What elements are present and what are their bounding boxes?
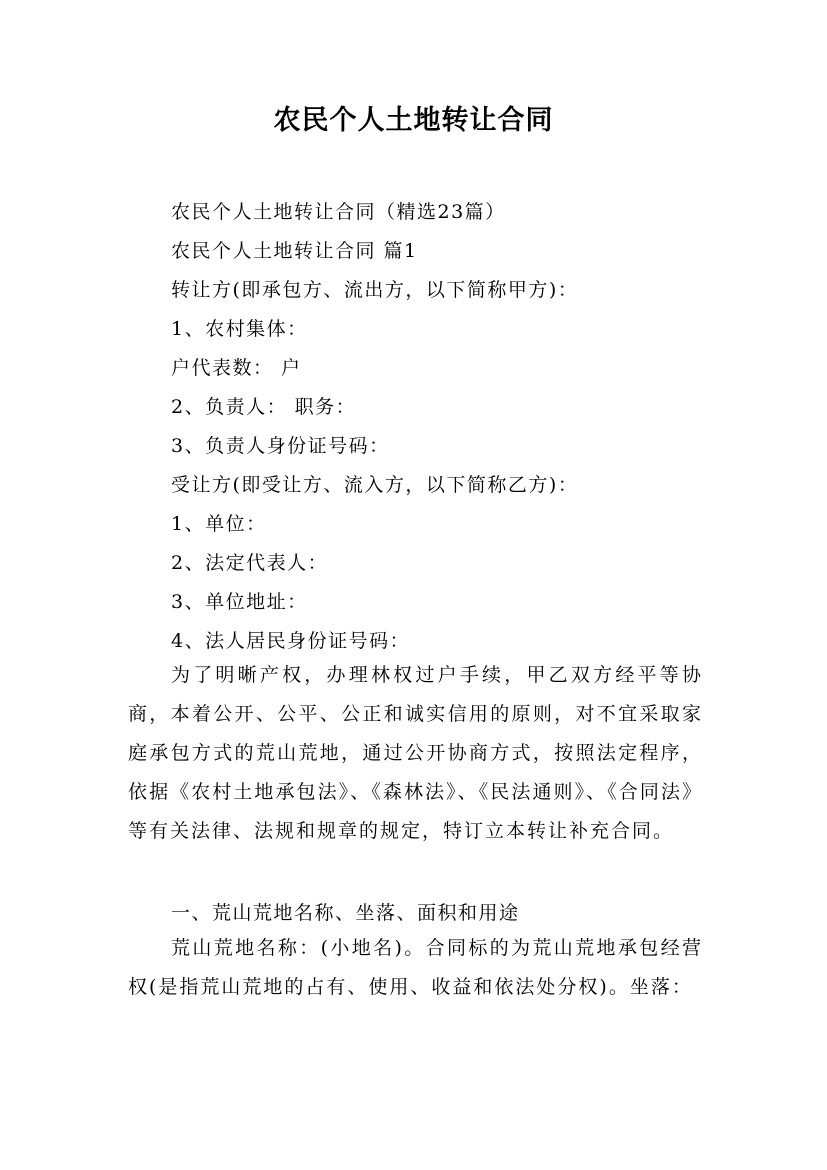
transferor-heading: 转让方(即承包方、流出方，以下简称甲方)：	[171, 279, 579, 301]
section-1-heading: 一、荒山荒地名称、坐落、面积和用途	[171, 902, 520, 924]
preamble-paragraph: 为了明晰产权，办理林权过户手续，甲乙双方经平等协商，本着公开、公平、公正和诚实信用的原则，对不宜采取家庭承包方式的荒山荒地，通过公开协商方式，按照法定程序，依据《农村土地承包法》、《森林法》、《民法通则》、《合同法》等有关法律、法规和规章的规定，特订立本转让补充合同。	[128, 664, 703, 842]
transferee-unit-line: 1、单位：	[171, 513, 267, 535]
responsible-person-line: 2、负责人： 职务：	[171, 396, 357, 418]
section-heading-line: 农民个人土地转让合同 篇1	[171, 240, 418, 262]
transferor-collective-line: 1、农村集体：	[171, 318, 308, 340]
responsible-id-line: 3、负责人身份证号码：	[171, 435, 390, 457]
unit-address-line: 3、单位地址：	[171, 591, 308, 613]
legal-representative-line: 2、法定代表人：	[171, 552, 329, 574]
transferee-heading: 受让方(即受让方、流入方，以下简称乙方)：	[171, 474, 579, 496]
subtitle-line: 农民个人土地转让合同（精选23篇）	[171, 201, 506, 223]
document-title: 农民个人土地转让合同	[273, 105, 554, 136]
legal-person-id-line: 4、法人居民身份证号码：	[171, 630, 411, 652]
household-representative-line: 户代表数： 户	[171, 357, 302, 379]
section-1-paragraph: 荒山荒地名称：(小地名)。合同标的为荒山荒地承包经营权(是指荒山荒地的占有、使用、收益和依法处分权)。坐落：	[128, 937, 703, 998]
